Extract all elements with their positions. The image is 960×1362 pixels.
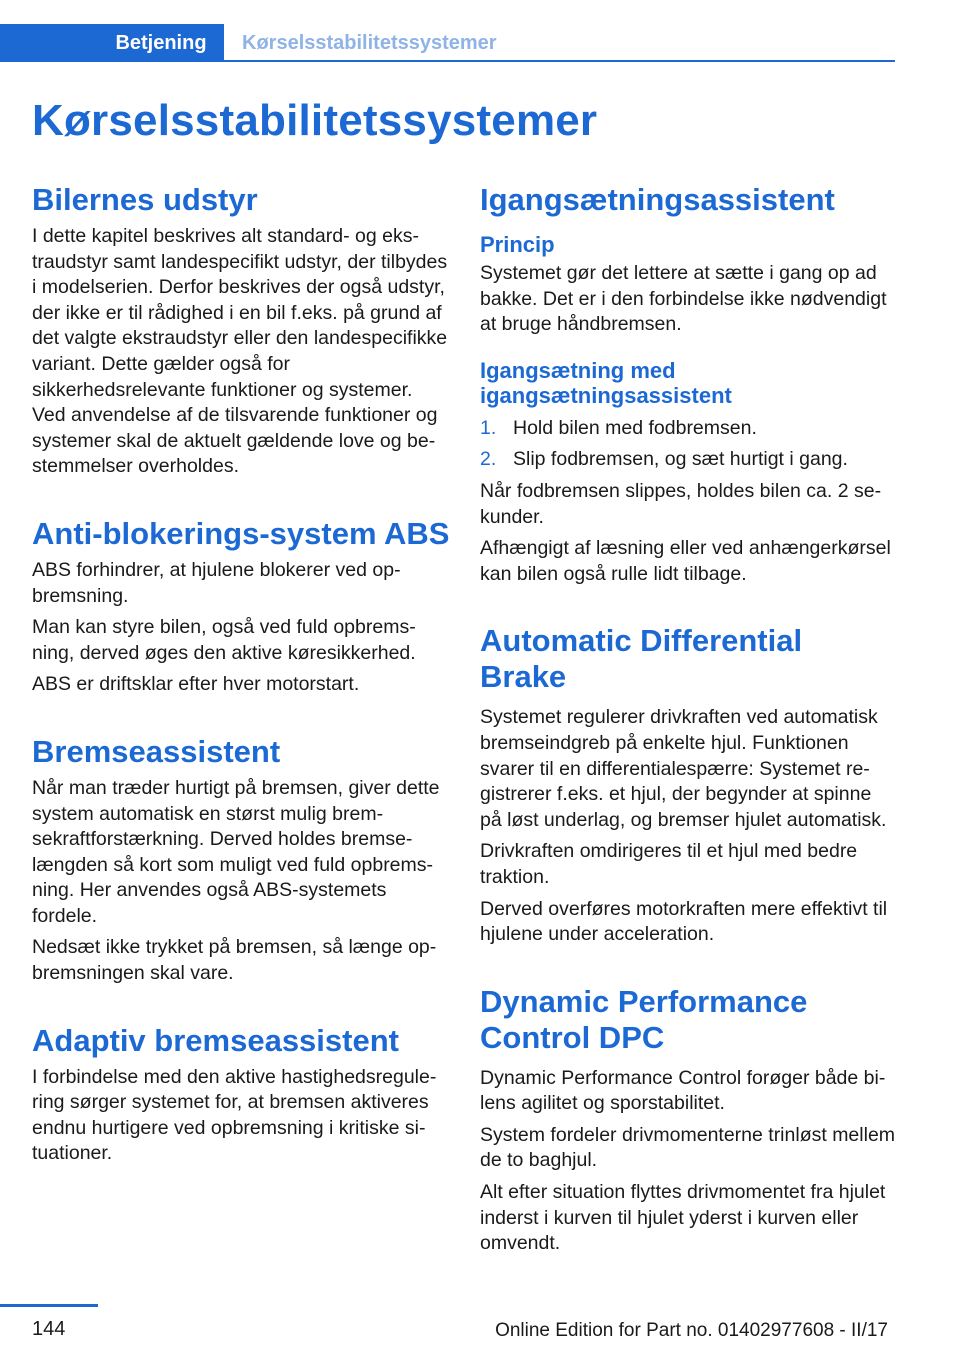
section-adaptive-brake-assist xyxy=(32,1023,450,1167)
section-adb xyxy=(480,623,896,947)
left-column xyxy=(32,182,450,1203)
paragraph: Dynamic Performance Control forøger både bilens agilitet og sporstabilitet. xyxy=(480,1066,886,1115)
section-hill-start-assist xyxy=(480,182,896,587)
section-title: Adaptiv bremseassistent xyxy=(32,1022,399,1058)
list-item xyxy=(480,447,896,473)
list-item xyxy=(480,416,896,442)
paragraph: Derved overføres motorkraften mere effektivt til hjulene under acceleration. xyxy=(480,897,888,946)
page-title: Kørselsstabilitetssystemer xyxy=(32,96,598,145)
paragraph: Når fodbremsen slippes, holdes bilen ca. 2 sekunder. xyxy=(480,479,882,528)
step-text: Hold bilen med fodbremsen. xyxy=(513,416,757,439)
section-title: Bremseassistent xyxy=(32,733,281,769)
paragraph: ABS er driftsklar efter hver motorstart. xyxy=(32,673,360,696)
header-accent-bar xyxy=(0,24,98,62)
subsection-principle xyxy=(480,232,896,338)
subsection-title: Igangsætning med igangsætningsassistent xyxy=(480,357,732,408)
header-rule xyxy=(0,60,895,62)
paragraph: Når man træder hurtigt på bremsen, giver dette system automatisk en størst mulig bremsekraftforstærkning. Derved holdes bremselængden så kort som muligt ved fuld opbremsning. Her anvendes også ABS-systemets fordele. xyxy=(32,776,440,927)
paragraph: I forbindelse med den aktive hastighedsregulering sørger systemet for, at bremsen aktiveres endnu hurtigere ved opbremsning i kritiske situationer. xyxy=(32,1065,437,1165)
section-abs xyxy=(32,516,450,698)
section-title: Bilernes udstyr xyxy=(32,182,258,217)
paragraph: Drivkraften omdirigeres til et hjul med bedre traktion. xyxy=(480,840,858,888)
subsection-start xyxy=(480,358,896,588)
footer-rule xyxy=(0,1304,98,1307)
subsection-title: Princip xyxy=(480,232,555,257)
right-column xyxy=(480,182,896,1293)
paragraph: Systemet gør det lettere at sætte i gang op ad bakke. Det er i den forbindelse ikke nødvendigt at bruge håndbremsen. xyxy=(480,262,887,336)
paragraph: ABS forhindrer, at hjulene blokerer ved opbremsning. xyxy=(32,558,401,607)
paragraph: System fordeler drivmomenterne trinløst mellem de to baghjul. xyxy=(480,1123,896,1172)
paragraph: Alt efter situation flyttes drivmomentet fra hjulet inderst i kurven til hjulet yderst i kurven eller omvendt. xyxy=(480,1181,886,1255)
step-number: 2. xyxy=(480,448,497,471)
paragraph: Afhængigt af læsning eller ved anhængerkørsel kan bilen også rulle lidt tilbage. xyxy=(480,537,891,585)
section-dpc xyxy=(480,984,896,1257)
header-section-tab: Betjening xyxy=(98,24,224,62)
edition-note: Online Edition for Part no. 01402977608 - II/17 xyxy=(495,1320,888,1341)
step-number: 1. xyxy=(480,416,497,439)
page-number: 144 xyxy=(32,1318,66,1340)
steps-list xyxy=(480,416,896,473)
section-equipment xyxy=(32,182,450,480)
section-title: Igangsætningsassistent xyxy=(480,182,835,217)
header-breadcrumb: Kørselsstabilitetssystemer xyxy=(242,32,497,54)
paragraph: Nedsæt ikke trykket på bremsen, så længe opbremsningen skal vare. xyxy=(32,936,437,985)
paragraph: Man kan styre bilen, også ved fuld opbremsning, derved øges den aktive køresikkerhed. xyxy=(32,616,416,664)
section-title: Automatic Differential Brake xyxy=(480,623,803,695)
section-brake-assist xyxy=(32,734,450,987)
paragraph: Systemet regulerer drivkraften ved automatisk bremseindgreb på enkelte hjul. Funktionen svarer til en differentialespærre: Systemet registrerer f.eks. et hjul, der begynder at spinne på løst underlag, og bremser hjulet automatisk. xyxy=(480,706,887,831)
paragraph: I dette kapitel beskrives alt standard- og ekstraudstyr samt landespecifikt udstyr, der tilbydes i modelserien. Derfor beskrives der også udstyr, der ikke er til rådighed i en bil f.eks. på grund af det valgte ekstraudstyr eller den landespecifikke variant. Dette gælder også for sikkerhedsrelevante funktioner og systemer. Ved anvendelse af de tilsvarende funktioner og systemer skal de aktuelt gældende love og bestemmelser overholdes. xyxy=(32,225,448,478)
section-title: Dynamic Performance Control DPC xyxy=(480,983,808,1055)
step-text: Slip fodbremsen, og sæt hurtigt i gang. xyxy=(513,448,848,471)
section-title: Anti-blokerings-system ABS xyxy=(32,515,450,551)
